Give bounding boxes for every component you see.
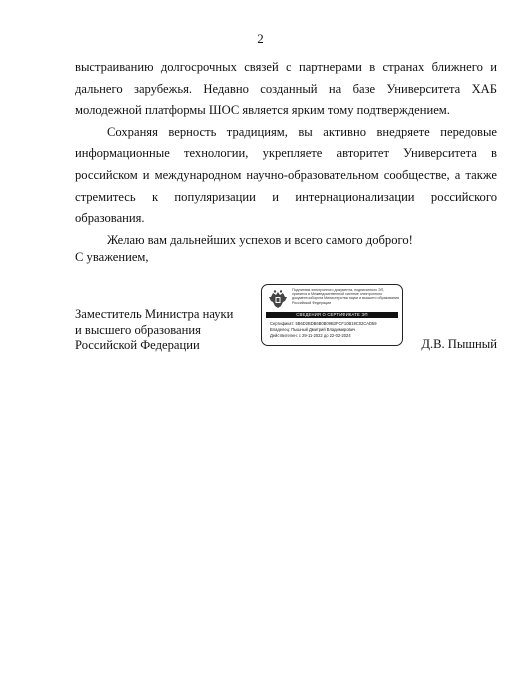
- signer-title: [75, 307, 233, 354]
- stamp-certificate-number: Сертификат: 5B6D2BDB6B0B09B3FCF10B19C02CAD59: [270, 321, 377, 326]
- stamp-validity: Действителен: с 29-11-2022 до 22-02-2024: [270, 333, 351, 338]
- stamp-certificate-banner: СВЕДЕНИЯ О СЕРТИФИКАТЕ ЭП: [266, 312, 398, 318]
- letter-body: [75, 57, 497, 251]
- salutation: С уважением,: [75, 250, 149, 264]
- signer-title-line: Заместитель Министра науки: [75, 307, 234, 321]
- page-number: 2: [257, 31, 264, 46]
- body-paragraph: Сохраняя верность традициям, вы активно внедряете передовые информационные технологии, укрепляете авторитет Университета в российском и международном научно-образовательном сообществе, а также стремитесь к популяризации и интернационализации российского образования.: [75, 124, 497, 226]
- russian-coat-of-arms-icon: [267, 289, 289, 311]
- signer-title-line: Российской Федерации: [75, 338, 200, 352]
- body-paragraph: выстраиванию долгосрочных связей с партнерами в странах ближнего и дальнего зарубежья. Недавно созданный на базе Университета ХАБ молодежной платформы ШОС является ярким тому подтверждением.: [75, 60, 497, 118]
- body-paragraph: Желаю вам дальнейших успехов и всего самого доброго!: [107, 232, 413, 247]
- electronic-signature-stamp: [261, 284, 403, 346]
- stamp-header-text: Подлинник электронного документа, подписанного ЭП, хранится в Межведомственной системе электронного документооборота Министерства науки и высшего образования Российской Федерации: [292, 288, 399, 305]
- stamp-owner: Владелец: Пышный Дмитрий Владимирович: [270, 327, 356, 332]
- signer-name: Д.В. Пышный: [421, 337, 497, 351]
- signer-title-line: и высшего образования: [75, 322, 201, 337]
